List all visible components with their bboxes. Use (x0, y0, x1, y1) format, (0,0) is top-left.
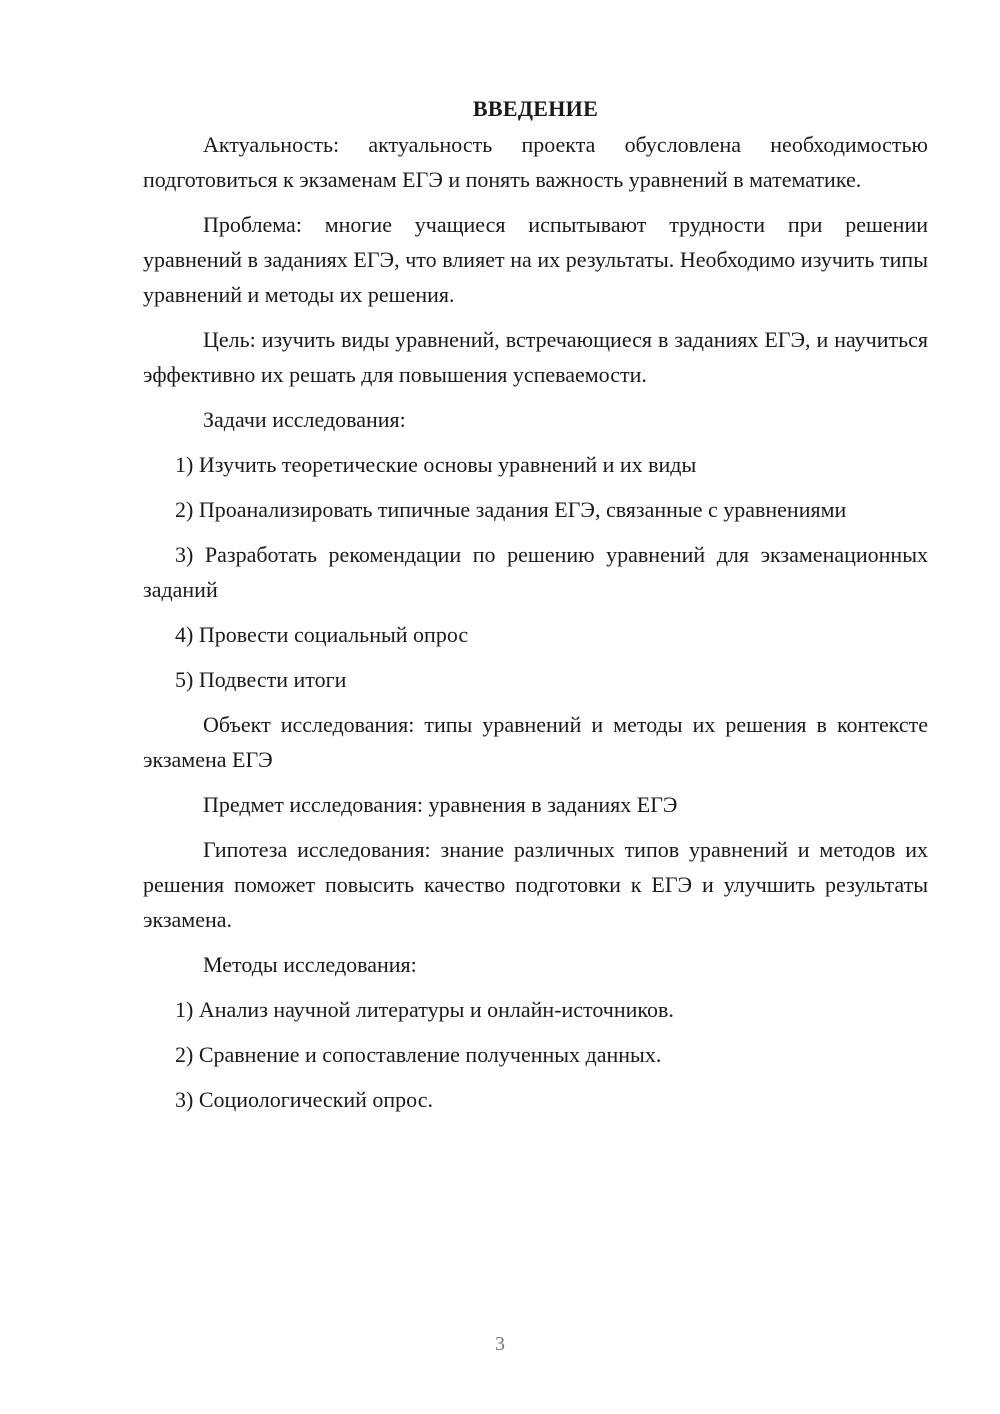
task-item: 5) Подвести итоги (175, 667, 347, 692)
task-item: 1) Изучить теоретические основы уравнений и их виды (175, 452, 697, 477)
task-item: 3) Разработать рекомендации по решению уравнений для экзаменационных заданий (143, 542, 928, 602)
tasks-heading: Задачи исследования: (203, 407, 406, 432)
page-number: 3 (495, 1333, 505, 1355)
method-item: 1) Анализ научной литературы и онлайн-источников. (175, 997, 674, 1022)
page-title: ВВЕДЕНИЕ (472, 96, 599, 121)
subject-paragraph: Предмет исследования: уравнения в заданиях ЕГЭ (203, 792, 678, 817)
method-item: 3) Социологический опрос. (175, 1087, 433, 1112)
methods-heading: Методы исследования: (203, 952, 417, 977)
task-item: 4) Провести социальный опрос (175, 622, 469, 647)
hypothesis-paragraph: Гипотеза исследования: знание различных типов уравнений и методов их решения поможет повысить качество подготовки к ЕГЭ и улучшить результаты экзамена. (143, 837, 928, 932)
task-item: 2) Проанализировать типичные задания ЕГЭ, связанные с уравнениями (175, 497, 847, 522)
object-paragraph: Объект исследования: типы уравнений и методы их решения в контексте экзамена ЕГЭ (143, 712, 928, 772)
method-item: 2) Сравнение и сопоставление полученных данных. (175, 1042, 662, 1067)
goal-paragraph: Цель: изучить виды уравнений, встречающиеся в заданиях ЕГЭ, и научиться эффективно их решать для повышения успеваемости. (143, 327, 928, 387)
relevance-paragraph: Актуальность: актуальность проекта обусловлена необходимостью подготовиться к экзаменам ЕГЭ и понять важность уравнений в математике. (143, 132, 928, 192)
problem-paragraph: Проблема: многие учащиеся испытывают трудности при решении уравнений в заданиях ЕГЭ, что влияет на их результаты. Необходимо изучить типы уравнений и методы их решения. (143, 212, 928, 307)
document-page (143, 92, 928, 1127)
